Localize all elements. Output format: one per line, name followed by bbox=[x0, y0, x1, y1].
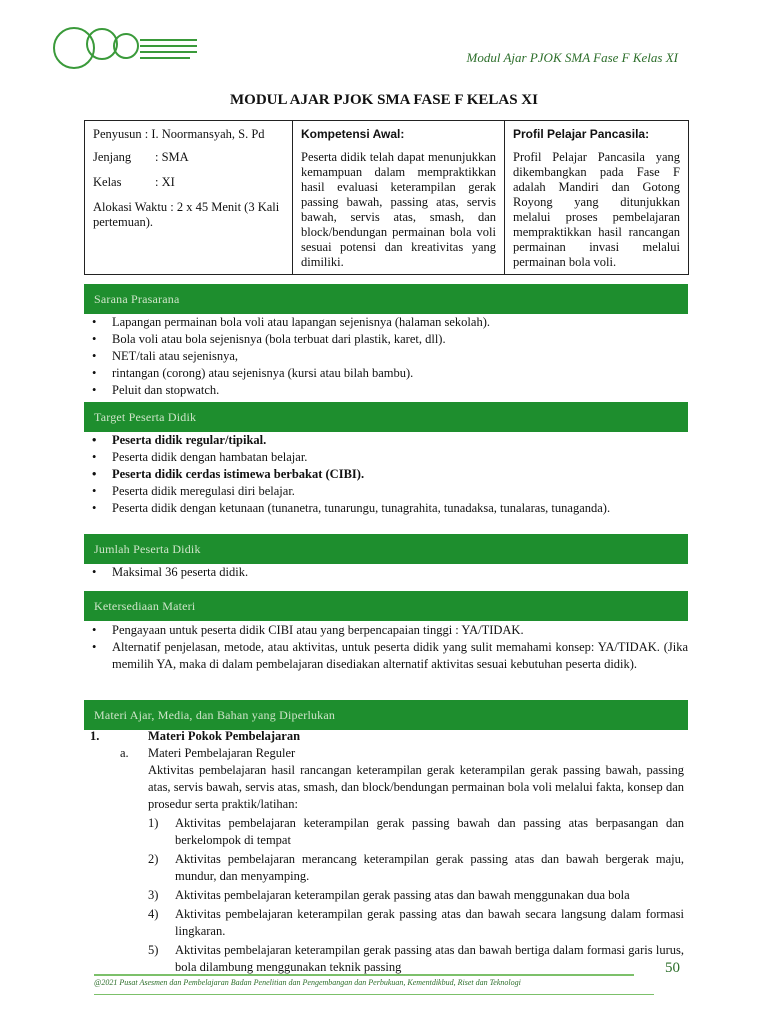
rings-logo-icon bbox=[52, 22, 197, 74]
peluit-stopwatch-item: Peluit dan stopwatch. bbox=[112, 383, 220, 397]
step-item bbox=[84, 887, 684, 904]
jenjang-row bbox=[93, 150, 284, 165]
materi-pokok-heading bbox=[84, 728, 684, 745]
info-table bbox=[84, 120, 689, 275]
step-text: Aktivitas pembelajaran keterampilan gerak passing atas dan bawah secara langsung dalam formasi lingkaran. bbox=[175, 907, 684, 938]
kompetensi-cell bbox=[293, 121, 505, 275]
list-number: 1. bbox=[90, 729, 100, 743]
list-item: • NET/tali atau sejenisnya, bbox=[84, 348, 688, 365]
page-number: 50 bbox=[665, 960, 680, 976]
list-subheading-text: Materi Pembelajaran Reguler bbox=[148, 746, 296, 760]
profil-heading: Profil Pelajar Pancasila: bbox=[513, 127, 650, 141]
sarana-list bbox=[84, 314, 688, 399]
section-header-target: Target Peserta Didik bbox=[84, 402, 688, 432]
kelas-row bbox=[93, 175, 284, 190]
step-text: Aktivitas pembelajaran keterampilan gerak passing atas dan bawah menggunakan dua bola bbox=[175, 888, 630, 902]
ketersediaan-list bbox=[84, 622, 688, 673]
list-item: • Lapangan permainan bola voli atau lapangan sejenisnya (halaman sekolah). bbox=[84, 314, 688, 331]
materi-reguler-heading bbox=[84, 745, 684, 762]
list-item: • Peserta didik meregulasi diri belajar. bbox=[84, 483, 688, 500]
step-text: Aktivitas pembelajaran keterampilan gerak passing atas dan bawah bertiga dalam formasi garis lurus, bola dilambung menggunakan teknik passing bbox=[175, 943, 684, 974]
step-item bbox=[84, 906, 684, 940]
footer-divider-bottom bbox=[94, 994, 654, 995]
list-heading-text: Materi Pokok Pembelajaran bbox=[148, 729, 301, 743]
footer-divider bbox=[94, 974, 634, 976]
footer-copyright: @2021 Pusat Asesmen dan Pembelajaran Badan Penelitian dan Pengembangan dan Perbukuan, Kementdikbud, Riset dan Teknologi bbox=[94, 978, 521, 987]
materi-paragraph: Aktivitas pembelajaran hasil rancangan keterampilan gerak keterampilan gerak passing bawah, passing atas, servis bawah, servis atas, smash, dan block/bendungan permainan bola voli melalui fakta, konsep dan prosedur serta praktik/latihan: bbox=[148, 763, 684, 811]
alokasi-waktu: Alokasi Waktu : 2 x 45 Menit (3 Kali pertemuan). bbox=[93, 200, 280, 229]
list-item: • Peserta didik dengan hambatan belajar. bbox=[84, 449, 688, 466]
step-number: 3) bbox=[148, 888, 159, 902]
step-number: 2) bbox=[148, 852, 159, 866]
page-title: MODUL AJAR PJOK SMA FASE F KELAS XI bbox=[230, 92, 538, 108]
profil-text: Profil Pelajar Pancasila yang dikembangkan pada Fase F adalah Mandiri dan Gotong Royong yang ditunjukkan melalui proses pembelajaran mempraktikkan hasil rancangan permainan invasi melalui permainan bola voli. bbox=[513, 150, 680, 269]
jenjang-label: Jenjang bbox=[93, 150, 132, 164]
list-letter: a. bbox=[120, 746, 129, 760]
kelas-label: Kelas bbox=[93, 175, 122, 189]
list-item bbox=[84, 382, 688, 399]
identity-cell bbox=[85, 121, 293, 275]
section-header-sarana: Sarana Prasarana bbox=[84, 284, 688, 314]
list-item: • Alternatif penjelasan, metode, atau aktivitas, untuk peserta didik yang sulit memahami konsep: YA/TIDAK. (Jika memilih YA, maka di dalam pembelajaran disediakan alternatif aktivitas sesuai kebutuhan peserta didik). bbox=[84, 639, 688, 673]
list-item: • Peserta didik dengan ketunaan (tunanetra, tunarungu, tunagrahita, tunadaksa, tunalaras, tunaganda). bbox=[84, 500, 688, 517]
step-number: 1) bbox=[148, 816, 159, 830]
section-header-jumlah: Jumlah Peserta Didik bbox=[84, 534, 688, 564]
section-header-ketersediaan: Ketersediaan Materi bbox=[84, 591, 688, 621]
kelas-value: : XI bbox=[155, 175, 175, 189]
step-text: Aktivitas pembelajaran keterampilan gerak passing bawah dan passing atas berpasangan dan berkelompok di tempat bbox=[175, 816, 684, 847]
step-item bbox=[84, 942, 684, 976]
step-number: 5) bbox=[148, 943, 159, 957]
step-number: 4) bbox=[148, 907, 159, 921]
kompetensi-text: Peserta didik telah dapat menunjukkan kemampuan dalam mempraktikkan hasil evaluasi keterampilan gerak passing bawah, passing atas, servis bawah, servis atas, smash, dan block/bendungan permainan bola voli sesuai potensi dan kreativitas yang dimiliki. bbox=[301, 150, 496, 269]
step-item bbox=[84, 815, 684, 849]
list-item: • Peserta didik cerdas istimewa berbakat (CIBI). bbox=[84, 466, 688, 483]
list-item: • rintangan (corong) atau sejenisnya (kursi atau bilah bambu). bbox=[84, 365, 688, 382]
jumlah-list bbox=[84, 564, 688, 581]
penyusun: Penyusun : I. Noormansyah, S. Pd bbox=[93, 127, 265, 141]
list-item: • Peserta didik regular/tipikal. bbox=[84, 432, 688, 449]
jenjang-value: : SMA bbox=[155, 150, 189, 164]
section-header-materi: Materi Ajar, Media, dan Bahan yang Diperlukan bbox=[84, 700, 688, 730]
step-text: Aktivitas pembelajaran merancang keterampilan gerak passing atas dan bawah bergerak maju, mundur, dan menyamping. bbox=[175, 852, 684, 883]
list-item: • Pengayaan untuk peserta didik CIBI atau yang berpencapaian tinggi : YA/TIDAK. bbox=[84, 622, 688, 639]
list-item: • Maksimal 36 peserta didik. bbox=[84, 564, 688, 581]
kompetensi-heading: Kompetensi Awal: bbox=[301, 127, 405, 141]
step-item bbox=[84, 851, 684, 885]
target-list bbox=[84, 432, 688, 517]
running-header: Modul Ajar PJOK SMA Fase F Kelas XI bbox=[466, 50, 678, 65]
list-item: • Bola voli atau bola sejenisnya (bola terbuat dari plastik, karet, dll). bbox=[84, 331, 688, 348]
profil-cell bbox=[505, 121, 689, 275]
materi-content bbox=[84, 728, 684, 976]
